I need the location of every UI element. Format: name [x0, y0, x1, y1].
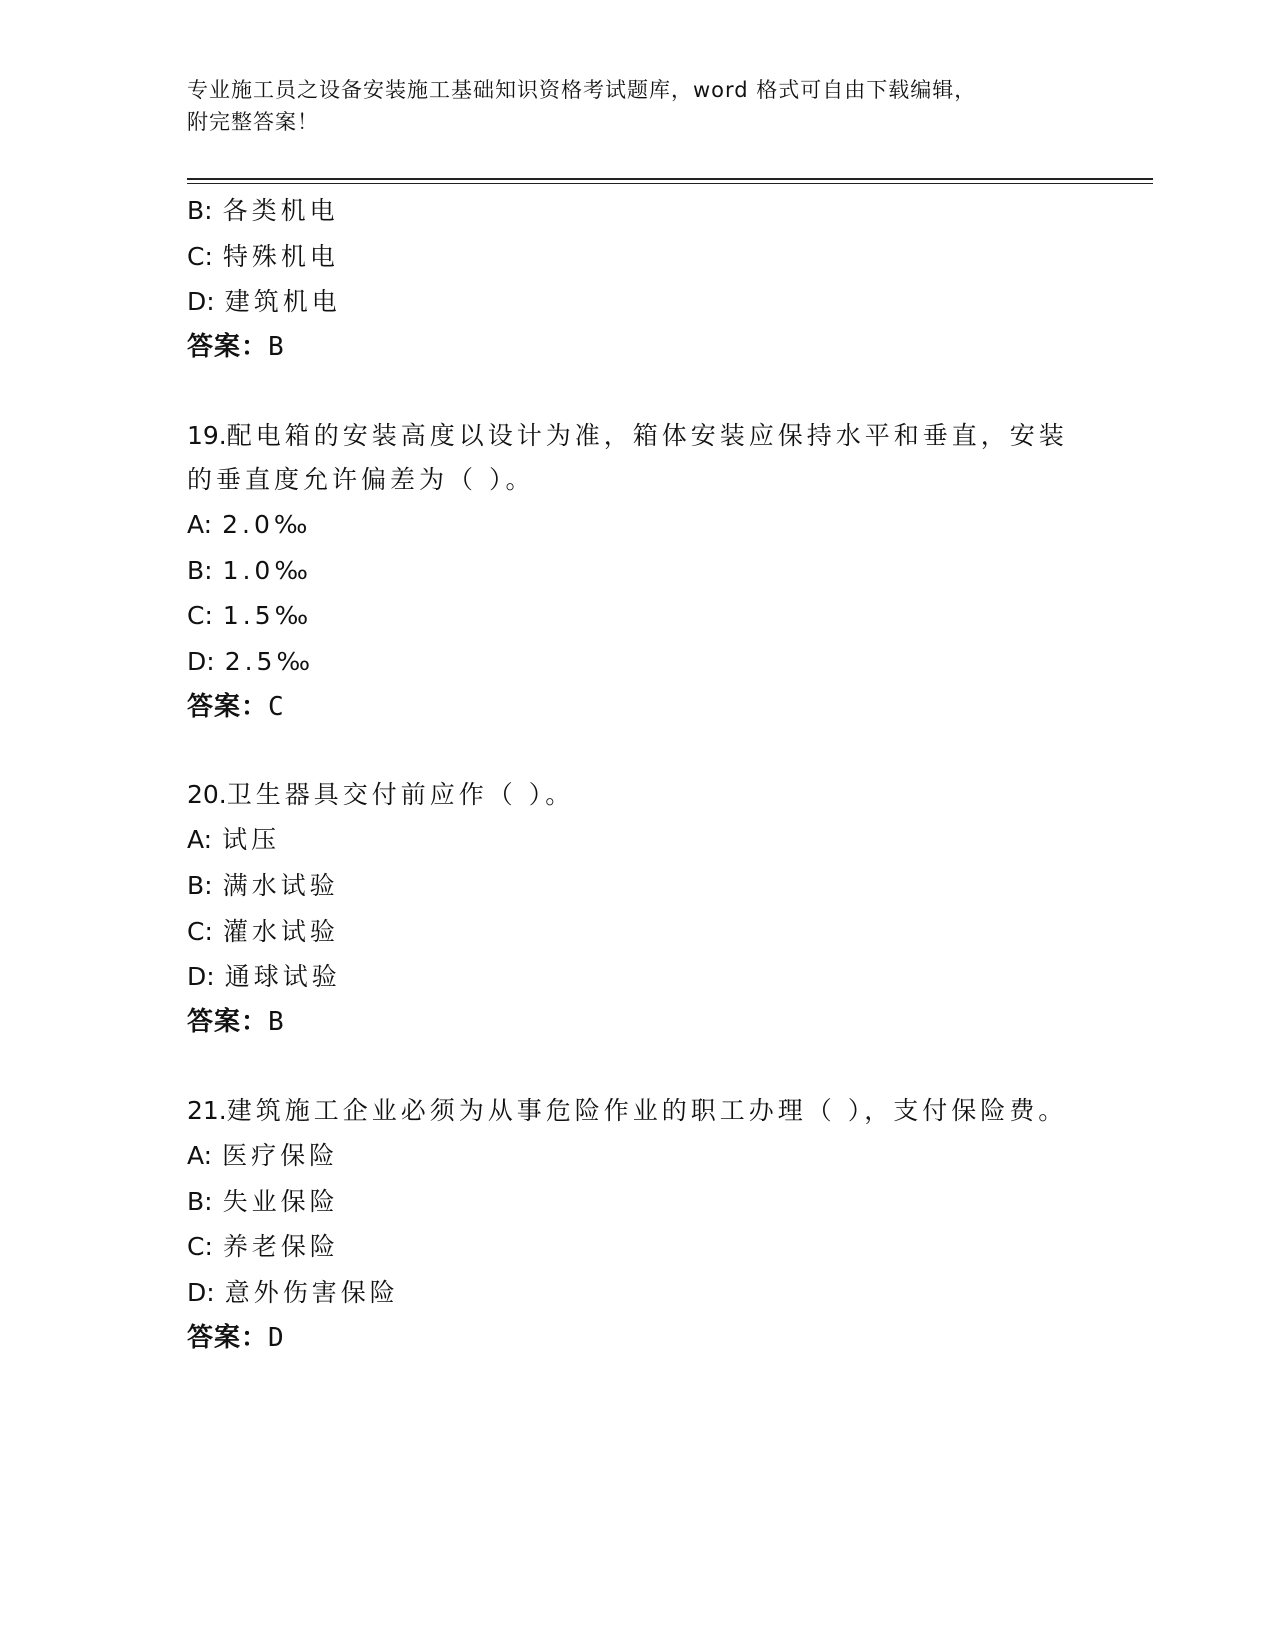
question-list [187, 188, 1087, 1361]
header-divider-thick [187, 178, 1153, 180]
option-a: A: 医疗保险 [187, 1140, 339, 1170]
question-text: 20.卫生器具交付前应作（ ）。 [187, 780, 575, 810]
question-text: 21.建筑施工企业必须为从事危险作业的职工办理（ ），支付保险费。 [187, 1095, 1068, 1125]
header-line-1: 专业施工员之设备安装施工基础知识资格考试题库，word 格式可自由下载编辑， [187, 78, 977, 102]
question-continuation [187, 188, 1087, 371]
question-21 [187, 1089, 1087, 1362]
option-c: C: 1.5‰ [187, 601, 313, 631]
answer-line: 答案：B [187, 332, 285, 363]
option-a: A: 试压 [187, 825, 281, 855]
header-divider-thin [187, 183, 1153, 184]
option-b: B: 各类机电 [187, 196, 339, 225]
option-d: D: 意外伤害保险 [187, 1277, 399, 1307]
option-c: C: 灌水试验 [187, 916, 339, 946]
option-b: B: 满水试验 [187, 871, 339, 901]
option-b: B: 1.0‰ [187, 555, 312, 585]
answer-line: 答案：D [187, 1322, 285, 1353]
option-a: A: 2.0‰ [187, 509, 312, 539]
answer-line: 答案：B [187, 1007, 285, 1038]
option-d: D: 通球试验 [187, 962, 341, 992]
header-line-2: 附完整答案！ [187, 110, 319, 134]
option-b: B: 失业保险 [187, 1186, 339, 1216]
question-20 [187, 773, 1087, 1046]
option-c: C: 养老保险 [187, 1232, 339, 1262]
option-c: C: 特殊机电 [187, 241, 339, 271]
answer-line: 答案：C [187, 691, 285, 722]
question-text: 19.配电箱的安装高度以设计为准，箱体安装应保持水平和垂直，安装的垂直度允许偏差为（ ）。 [187, 420, 1068, 494]
option-d: D: 建筑机电 [187, 287, 341, 317]
option-d: D: 2.5‰ [187, 646, 314, 676]
document-header [187, 74, 1087, 138]
question-19 [187, 414, 1087, 731]
